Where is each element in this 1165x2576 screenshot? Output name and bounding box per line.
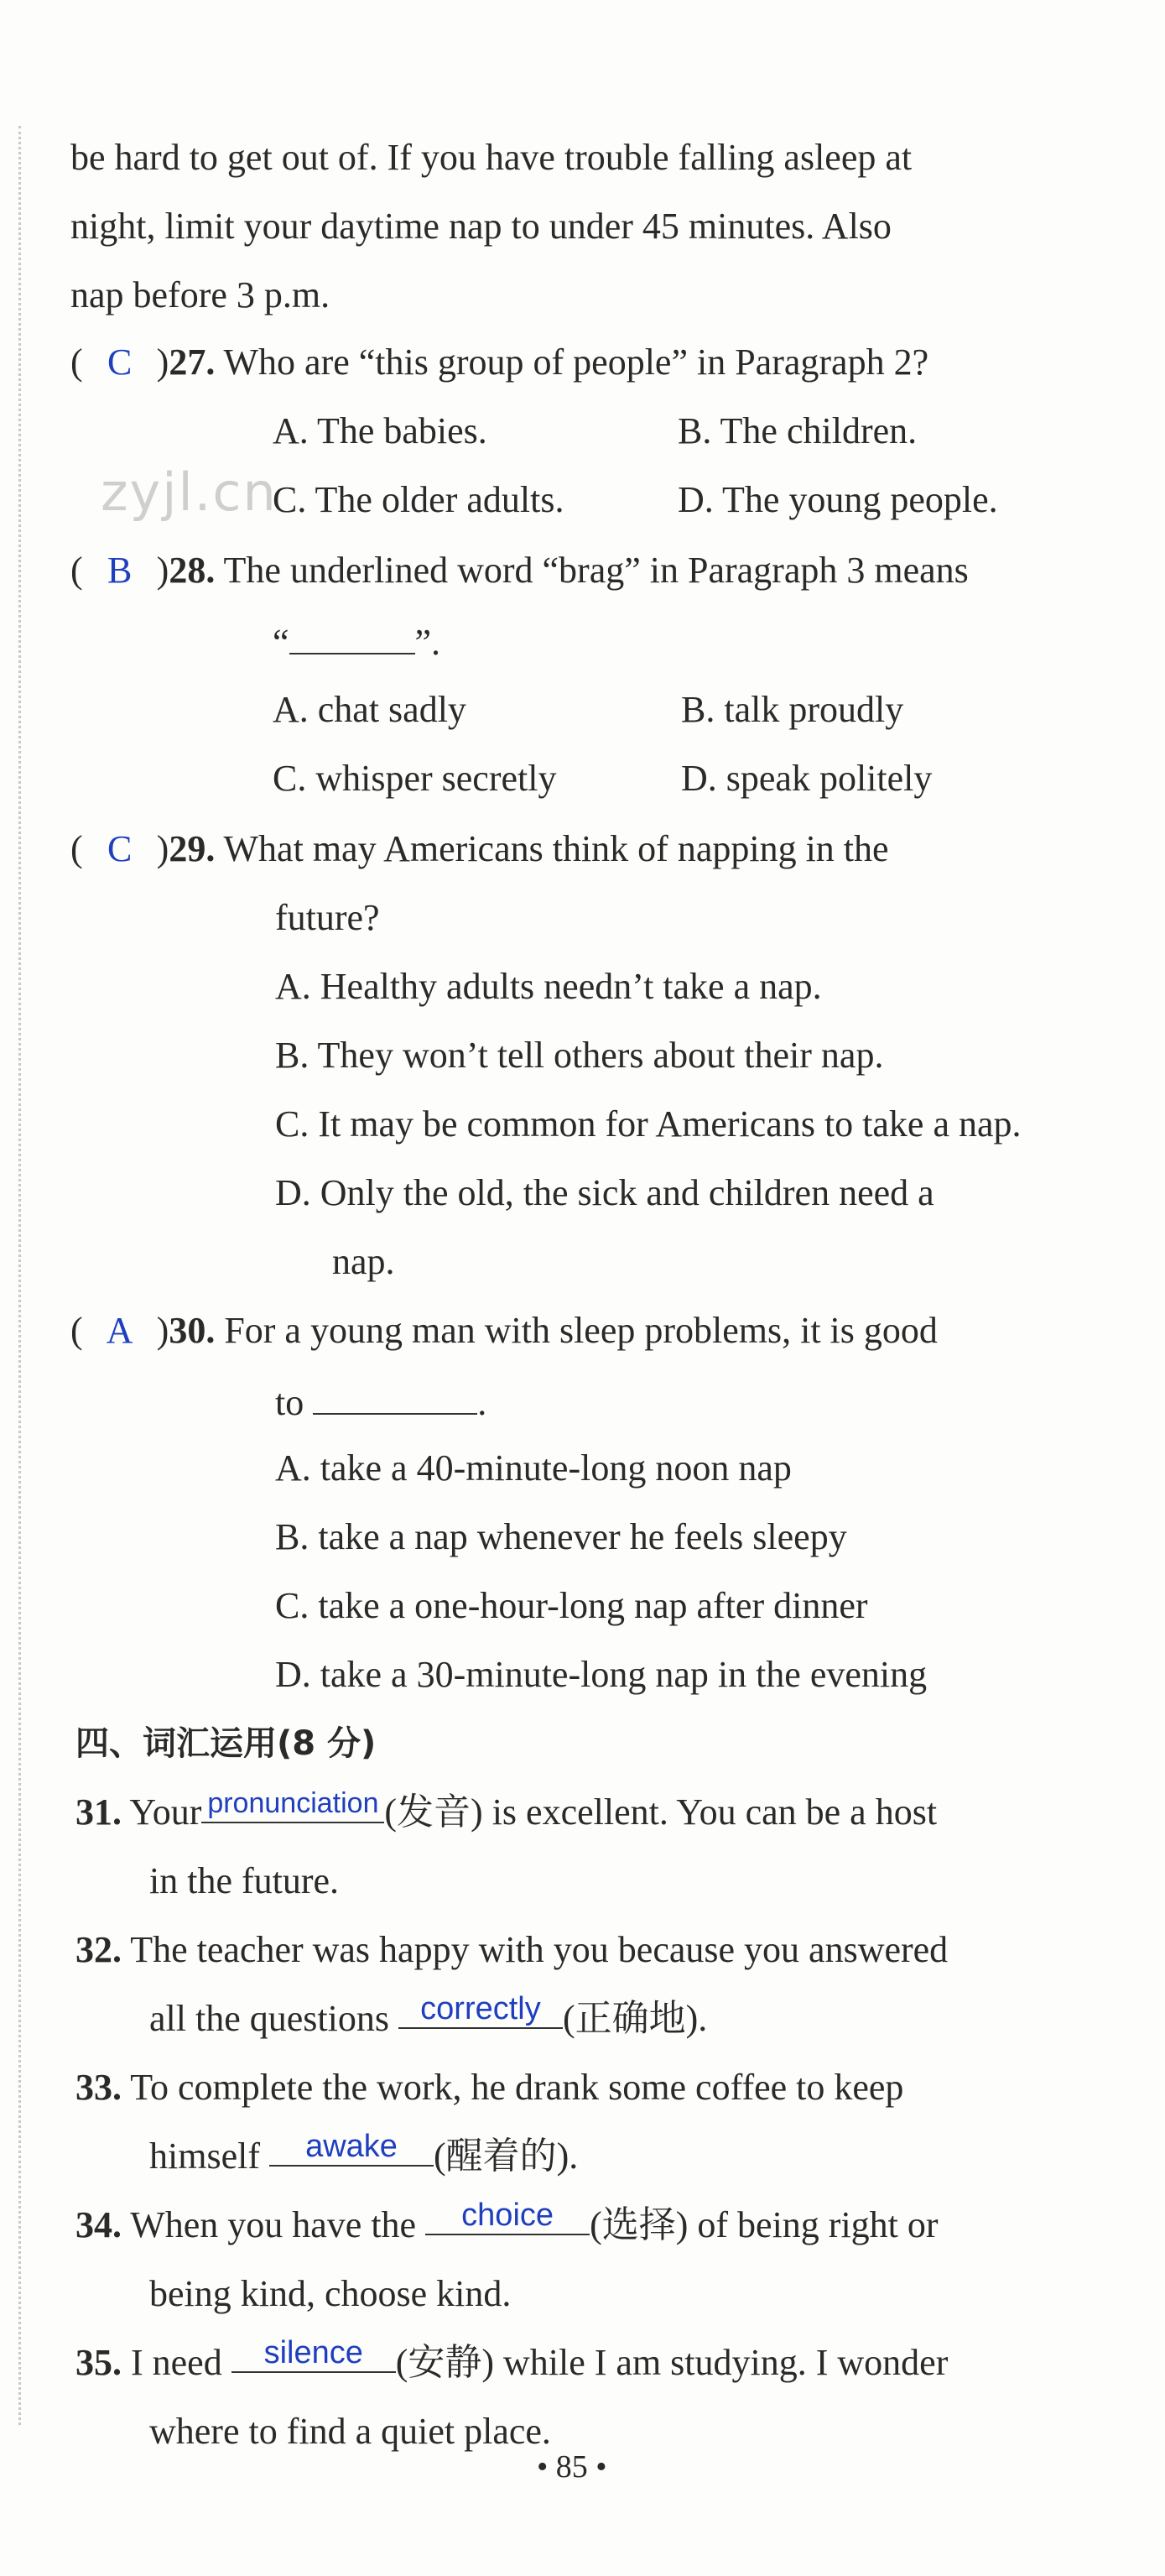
answer-35: silence xyxy=(231,2334,396,2373)
question-stem: Who are “this group of people” in Paragraph 2? xyxy=(223,342,929,383)
passage-line: nap before 3 p.m. xyxy=(70,274,330,315)
option-a: A. chat sadly xyxy=(273,689,466,730)
passage-line: be hard to get out of. If you have trouble falling asleep at xyxy=(70,137,913,178)
answer-blank xyxy=(289,616,415,654)
margin-dotted-line xyxy=(18,126,21,2425)
vocab-31-cont: in the future. xyxy=(149,1860,340,1901)
vocab-34-cont: being kind, choose kind. xyxy=(149,2273,512,2314)
option-d: D. take a 30-minute-long nap in the evening xyxy=(275,1654,928,1695)
option-a: A. take a 40-minute-long noon nap xyxy=(275,1447,792,1489)
vocab-34: 34. When you have the choice (选择) of being right or xyxy=(75,2198,939,2245)
option-a: A. The babies. xyxy=(273,410,487,451)
vocab-35: 35. I need silence (安静) while I am studying. I wonder xyxy=(75,2335,949,2383)
answer-33: awake xyxy=(269,2128,434,2167)
vocab-35-cont: where to find a quiet place. xyxy=(149,2411,551,2452)
option-b: B. The children. xyxy=(678,410,918,451)
answer-28: B xyxy=(107,550,133,591)
vocab-32: 32. The teacher was happy with you because you answered xyxy=(75,1929,949,1970)
option-d: D. The young people. xyxy=(678,479,998,520)
question-stem: The underlined word “brag” in Paragraph 3 means xyxy=(223,550,969,591)
answer-34: choice xyxy=(425,2197,590,2235)
question-stem-cont: to . xyxy=(275,1376,486,1426)
option-b: B. talk proudly xyxy=(681,689,904,730)
question-number: 27. xyxy=(169,342,216,383)
answer-32: correctly xyxy=(398,1990,563,2029)
question-number: 28. xyxy=(169,550,216,591)
option-b: B. They won’t tell others about their nap. xyxy=(275,1035,884,1076)
page-number: • 85 • xyxy=(537,2449,607,2485)
question-stem: For a young man with sleep problems, it is good xyxy=(224,1310,938,1351)
vocab-31: 31. Your pronunciation (发音) is excellent. You can be a host xyxy=(75,1789,937,1836)
vocab-33: 33. To complete the work, he drank some coffee to keep xyxy=(75,2067,904,2108)
option-b: B. take a nap whenever he feels sleepy xyxy=(275,1516,847,1557)
answer-blank xyxy=(313,1376,477,1415)
quote-blank: “ ”. xyxy=(273,616,440,666)
vocab-32-cont: all the questions correctly (正确地). xyxy=(149,1991,708,2039)
passage-line: night, limit your daytime nap to under 45 minutes. Also xyxy=(70,206,892,247)
question-27: ( C )27. Who are “this group of people” in Paragraph 2? xyxy=(70,339,928,386)
answer-27: C xyxy=(107,342,133,383)
question-number: 29. xyxy=(169,828,216,869)
option-c: C. It may be common for Americans to take a nap. xyxy=(275,1103,1022,1145)
option-d: D. speak politely xyxy=(681,758,933,799)
answer-30: A xyxy=(106,1310,133,1351)
question-29: ( C )29. What may Americans think of napping in the xyxy=(70,826,889,873)
answer-29: C xyxy=(107,828,133,869)
option-d: D. Only the old, the sick and children need a xyxy=(275,1172,934,1213)
question-stem: What may Americans think of napping in the xyxy=(223,828,889,869)
vocab-33-cont: himself awake (醒着的). xyxy=(149,2129,579,2177)
option-d-cont: nap. xyxy=(332,1241,395,1282)
question-30: ( A )30. For a young man with sleep problems, it is good xyxy=(70,1307,938,1354)
question-28: ( B )28. The underlined word “brag” in Paragraph 3 means xyxy=(70,547,969,594)
answer-31: pronunciation xyxy=(201,1785,384,1823)
option-a: A. Healthy adults needn’t take a nap. xyxy=(275,966,822,1007)
option-c: C. take a one-hour-long nap after dinner xyxy=(275,1585,868,1626)
watermark: zyjl.cn xyxy=(101,461,278,523)
question-number: 30. xyxy=(169,1310,216,1351)
option-c: C. The older adults. xyxy=(273,479,564,520)
option-c: C. whisper secretly xyxy=(273,758,557,799)
question-stem-cont: future? xyxy=(275,897,380,938)
section-heading: 四、词汇运用(8 分) xyxy=(75,1724,377,1763)
